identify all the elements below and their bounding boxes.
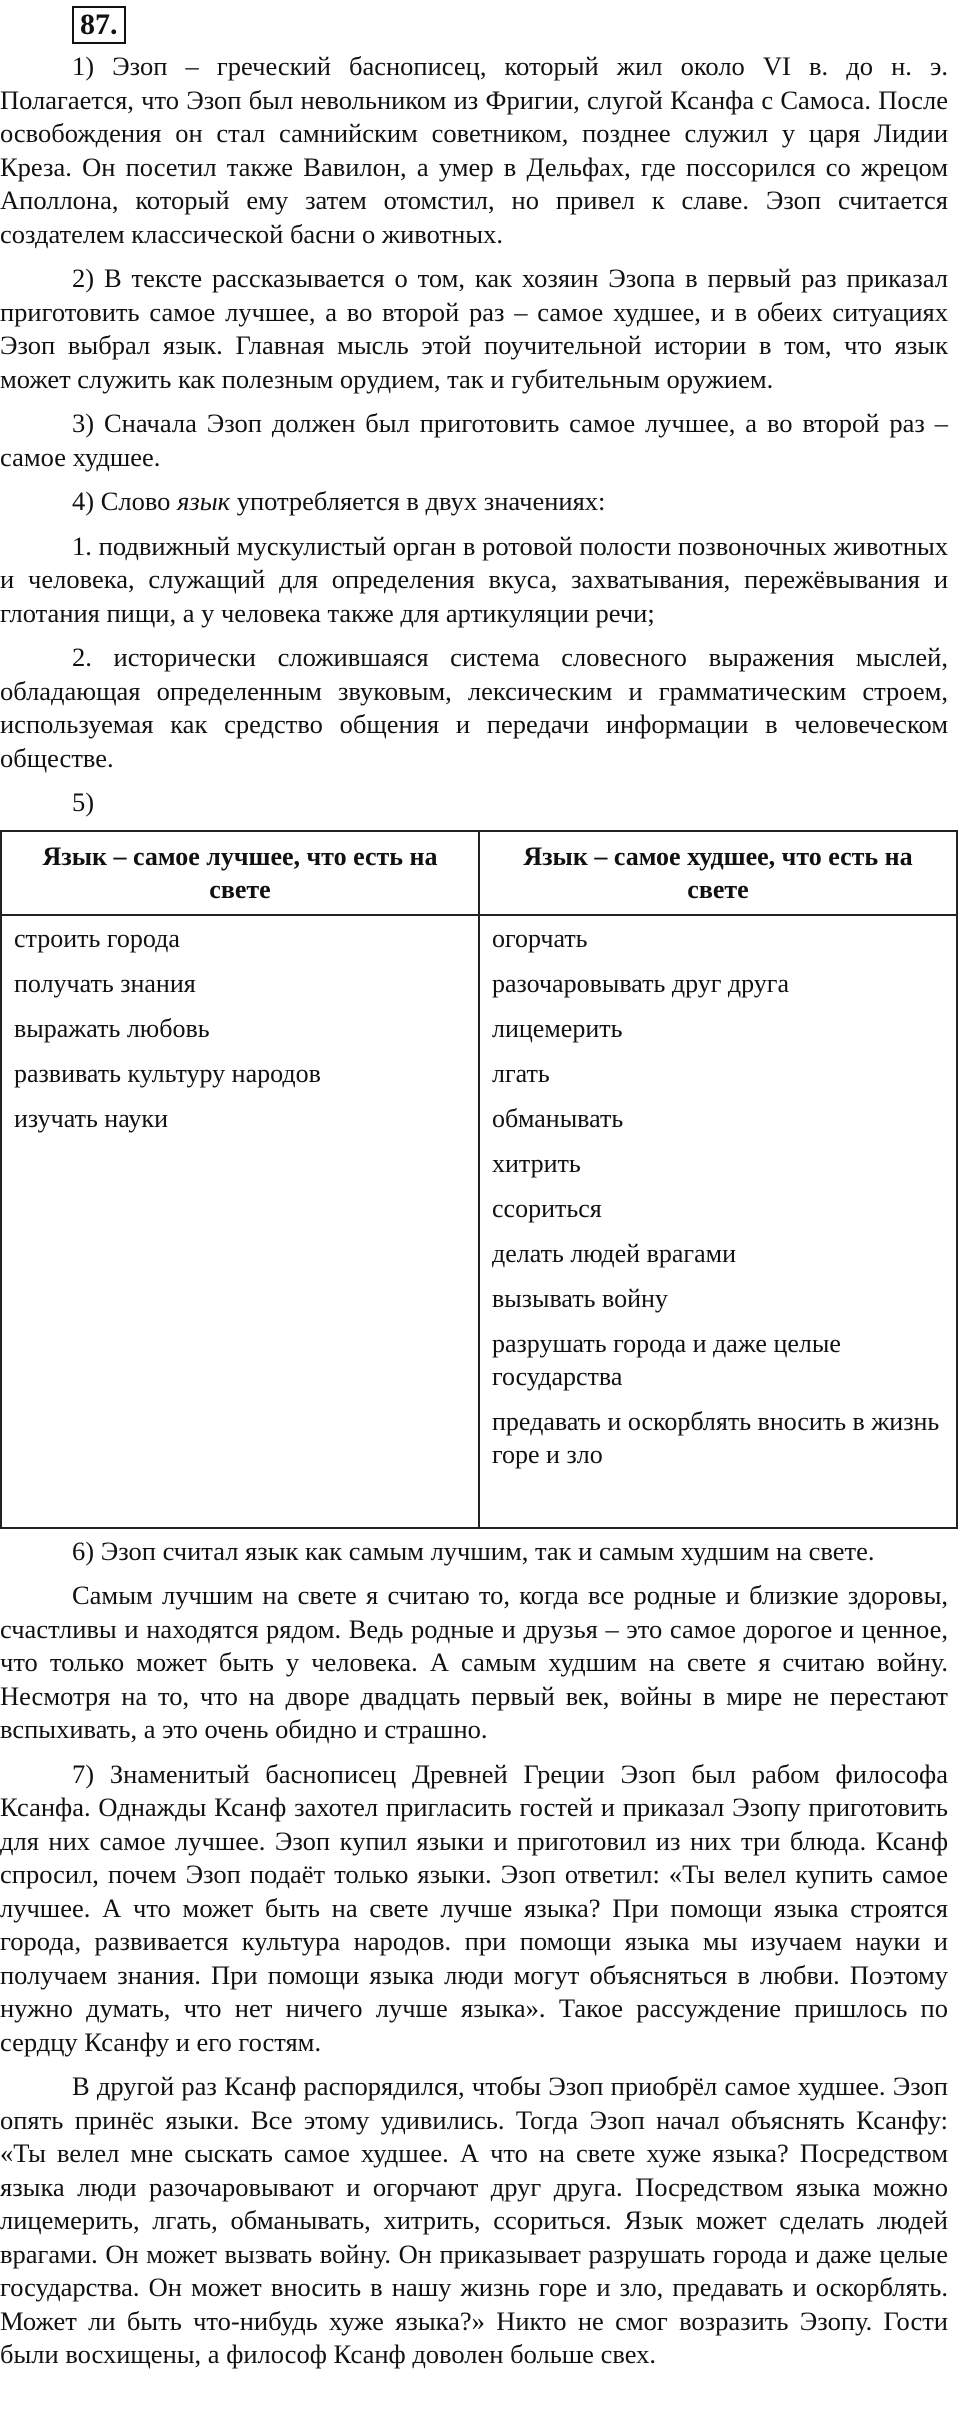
worst-item: лгать (492, 1058, 550, 1088)
worst-item: ссориться (492, 1193, 602, 1223)
table-header-worst: Язык – самое худшее, что есть на свете (479, 831, 957, 915)
worst-item: делать людей врагами (492, 1238, 736, 1268)
task-number-box: 87. (72, 6, 126, 44)
worst-item: обманывать (492, 1103, 624, 1133)
meaning-2: 2. исторически сложившаяся система словесного выражения мыслей, обладающая определенным звуковым, лексическим и грамматическим строем, используемая как средство общения и передачи информации в человеческом обществе. (0, 642, 948, 773)
worst-item: разрушать города и даже целые государства (492, 1328, 841, 1391)
worst-item: лицемерить (492, 1013, 623, 1043)
best-item: выражать любовь (14, 1013, 210, 1043)
paragraph-1: 1) Эзоп – греческий баснописец, который жил около VI в. до н. э. Полагается, что Эзоп был невольником из Фригии, слугой Ксанфа с Самоса. После освобождения он стал самнийским советником, позднее служил у царя Лидии Креза. Он посетил также Вавилон, а умер в Дельфах, где поссорился со жрецом Аполлона, который ему затем отомстил, но привел к славе. Эзоп считается создателем классической басни о животных. (0, 51, 948, 249)
table-header-row (1, 831, 957, 915)
comparison-table (0, 830, 958, 1529)
worst-item: огорчать (492, 923, 588, 953)
paragraph-7: 7) Знаменитый баснописец Древней Греции Эзоп был рабом философа Ксанфа. Однажды Ксанф захотел пригласить гостей и приказал Эзопу приготовить для них самое лучшее. Эзоп купил языки и приготовил из них три блюда. Ксанф спросил, почем Эзоп подаёт только языки. Эзоп ответил: «Ты велел купить самое лучшее. А что может быть на свете лучше языка? При помощи языка строятся города, развивается культура народов. при помощи языка мы изучаем науки и получаем знания. При помощи языка люди могут объясняться в любви. Поэтому нужно думать, что нет ничего лучше языка». Такое рассуждение пришлось по сердцу Ксанфу и его гостям. (0, 1758, 948, 2057)
best-column (1, 915, 479, 1528)
worst-item: хитрить (492, 1148, 581, 1178)
paragraph-3: 3) Сначала Эзоп должен был приготовить самое лучшее, а во второй раз – самое худшее. (0, 408, 948, 472)
paragraph-6-essay: Самым лучшим на свете я считаю то, когда все родные и близкие здоровы, счастливы и находятся рядом. Ведь родные и друзья – это самое дорогое и ценное, что только может быть у человека. А самым худшим на свете я считаю войну. Несмотря на то, что на дворе двадцать первый век, войны в мире не перестают вспыхивать, а это очень обидно и страшно. (0, 1580, 948, 1744)
paragraph-5-label: 5) (72, 787, 95, 817)
paragraph-8: В другой раз Ксанф распорядился, чтобы Эзоп приобрёл самое худшее. Эзоп опять принёс языки. Все этому удивились. Тогда Эзоп начал объяснять Ксанфу: «Ты велел мне сыскать самое худшее. А что на свете хуже языка? Посредством языка люди разочаровывают и огорчают друг друга. Посредством языка можно лицемерить, лгать, обманывать, хитрить, ссориться. Язык может сделать людей врагами. Он может вызвать войну. Он приказывает разрушать города и даже целые государства. Он может вносить в нашу жизнь горе и зло, предавать и оскорблять. Может ли быть что-нибудь хуже языка?» Никто не смог возразить Эзопу. Гости были восхищены, а философ Ксанф доволен больше свех. (0, 2071, 948, 2369)
best-item: изучать науки (14, 1103, 168, 1133)
worst-item: предавать и оскорблять вносить в жизнь горе и зло (492, 1406, 940, 1469)
table-body-row (1, 915, 957, 1528)
paragraph-4-end: употребляется в двух значениях: (230, 486, 606, 516)
best-item: строить города (14, 923, 180, 953)
meaning-1: 1. подвижный мускулистый орган в ротовой полости позвоночных животных и человека, служащий для определения вкуса, захватывания, пережёвывания и глотания пищи, а у человека также для артикуляции речи; (0, 530, 948, 628)
paragraph-4 (0, 485, 948, 519)
table-header-best: Язык – самое лучшее, что есть на свете (1, 831, 479, 915)
worst-item: вызывать войну (492, 1283, 668, 1313)
paragraph-4-start: 4) Слово (72, 486, 178, 516)
paragraph-2: 2) В тексте рассказывается о том, как хозяин Эзопа в первый раз приказал приготовить самое лучшее, а во второй раз – самое худшее, и в обеих ситуациях Эзоп выбрал язык. Главная мысль этой поучительной истории в том, что язык может служить как полезным орудием, так и губительным оружием. (0, 263, 948, 394)
paragraph-6: 6) Эзоп считал язык как самым лучшим, так и самым худшим на свете. (72, 1535, 875, 1566)
worst-column (479, 915, 957, 1528)
paragraph-4-word: язык (177, 486, 231, 516)
worst-item: разочаровывать друг друга (492, 968, 790, 998)
best-item: получать знания (14, 968, 196, 998)
best-item: развивать культуру народов (14, 1058, 321, 1088)
